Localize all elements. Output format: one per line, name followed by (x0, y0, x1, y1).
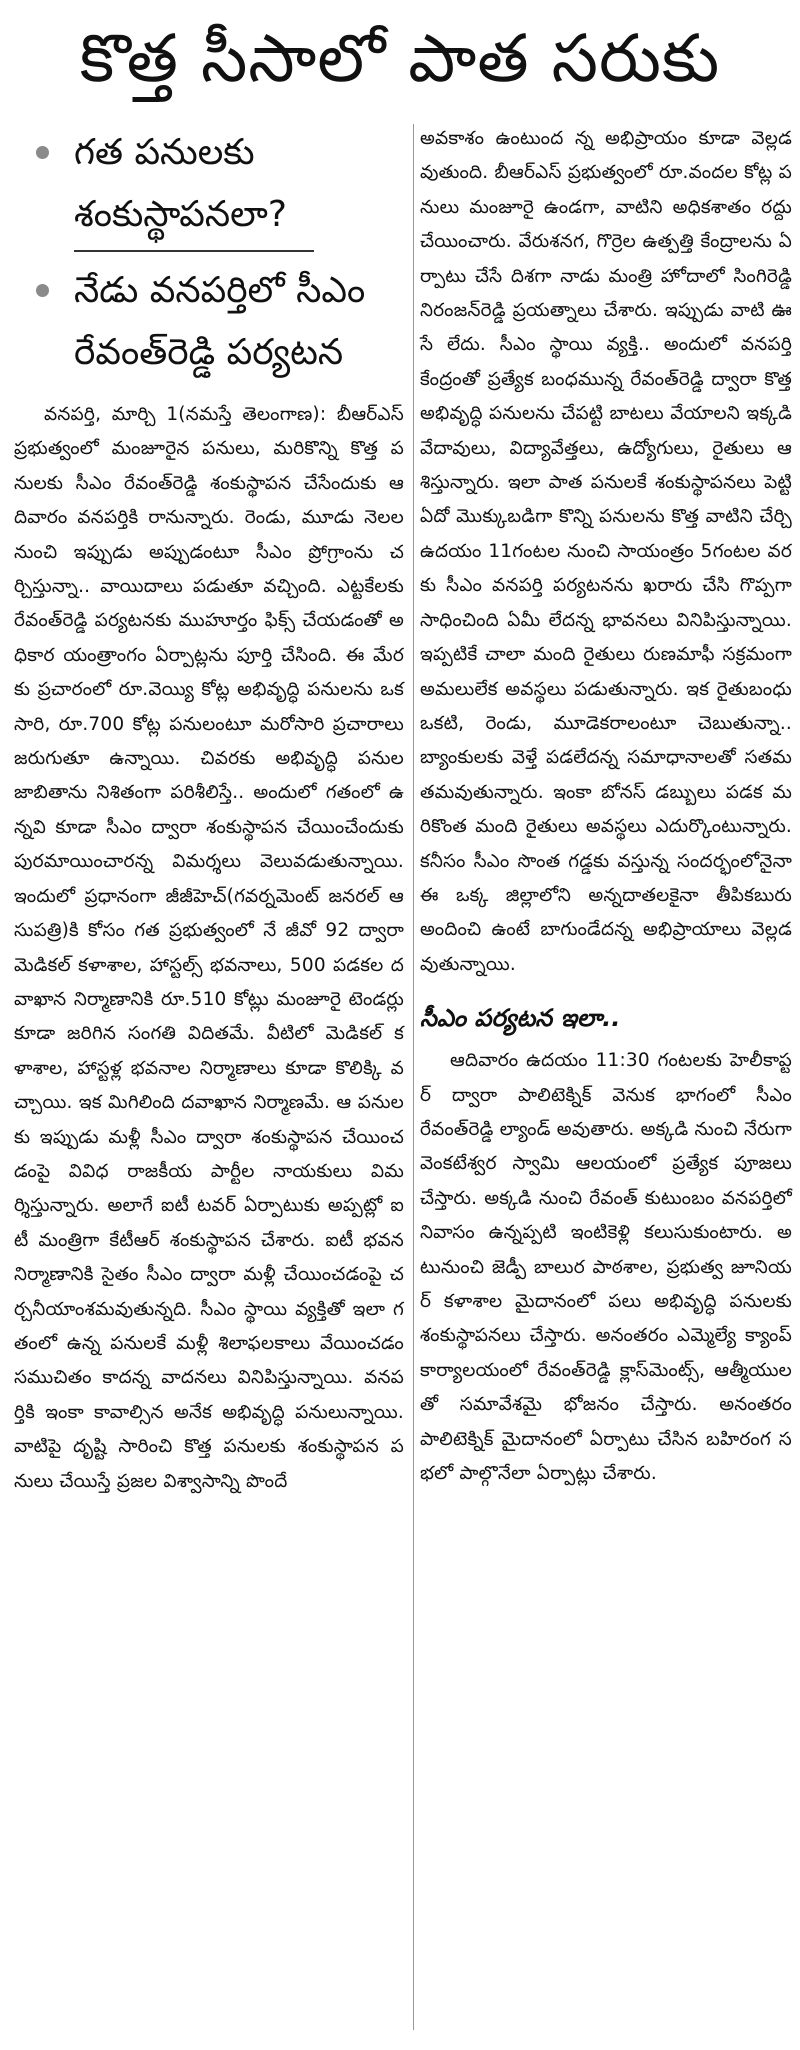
article-headline: కొత్త సీసాలో పాత సరుకు (79, 20, 721, 97)
left-column (14, 122, 404, 1499)
deck-bullet-2-line-2: రేవంత్‌రెడ్డి పర్యటన (74, 332, 344, 373)
schedule-body: ఆదివారం ఉదయం 11:30 గంటలకు హెలీకాప్టర్ ద్వారా పాలిటెక్నిక్ వెనుక భాగంలో సీఎం రేవంత్‌రెడ్డి ల్యాండ్ అవుతారు. అక్కడి నుంచి నేరుగా వెంకటేశ్వర స్వామి ఆలయంలో ప్రత్యేక పూజలు చేస్తారు. అక్కడి నుంచి రేవంత్ కుటుంబం వనపర్తిలో నివాసం ఉన్నప్పటి ఇంటికెళ్లి కలుసుకుంటారు. అటునుంచి జెడ్పీ బాలుర పాఠశాల, ప్రభుత్వ జూనియర్ కళాశాల మైదానంలో పలు అభివృద్ధి పనులకు శంకుస్థాపనలు చేస్తారు. అనంతరం ఎమ్మెల్యే క్యాంప్ కార్యాలయంలో రేవంత్‌రెడ్డి క్లాస్‌మెంట్స్, ఆత్మీయులతో సమావేశమై భోజనం చేస్తారు. అనంతరం పాలిటెక్నిక్ మైదానంలో ఏర్పాటు చేసిన బహిరంగ సభలో పాల్గొనేలా ఏర్పాట్లు చేశారు. (420, 1050, 792, 1485)
deck-separator (74, 250, 314, 252)
bullet-dot-icon (36, 146, 49, 159)
article-body-right: అవకాశం ఉంటుంద న్న అభిప్రాయం కూడా వెల్లడవుతుంది. బీఆర్‌ఎస్ ప్రభుత్వంలో రూ.వందల కోట్ల పనులు మంజూరై ఉండగా, వాటిని అధికశాతం రద్దు చేయించారు. వేరుశనగ, గొర్రెల ఉత్పత్తి కేంద్రాలను ఏర్పాటు చేసే దిశగా నాడు మంత్రి హోదాలో సింగిరెడ్డి నిరంజన్‌రెడ్డి ప్రయత్నాలు చేశారు. ఇప్పుడు వాటి ఊసే లేదు. సీఎం స్థాయి వ్యక్తి.. అందులో వనపర్తి కేంద్రంతో ప్రత్యేక బంధమున్న రేవంత్‌రెడ్డి ద్వారా కొత్త అభివృద్ధి పనులను చేపట్టి బాటలు వేయాలని ఇక్కడి వేదావులు, విద్యావేత్తలు, ఉద్యోగులు, రైతులు ఆశిస్తున్నారు. ఇలా పాత పనులకే శంకుస్థాపనలు పెట్టి ఏదో మొక్కుబడిగా కొన్ని పనులను కొత్త వాటిని చేర్చి ఉదయం 11గంటల నుంచి సాయంత్రం 5గంటల వరకు సీఎం వనపర్తి పర్యటనను ఖరారు చేసి గొప్పగా సాధించింది ఏమీ లేదన్న భావనలు వినిపిస్తున్నాయి. ఇప్పటికే చాలా మంది రైతులు రుణమాఫీ సక్రమంగా అమలులేక అవస్థలు పడుతున్నారు. ఇక రైతుబంధు ఒకటి, రెండు, మూడెకరాలంటూ చెబుతున్నా.. బ్యాంకులకు వెళ్తే పడలేదన్న సమాధానాలతో సతమతమవుతున్నారు. ఇంకా బోనస్ డబ్బులు పడక మరికొంత మంది రైతులు అవస్థలు ఎదుర్కొంటున్నారు. కనీసం సీఎం సొంత గడ్డకు వస్తున్న సందర్భంలోనైనా ఈ ఒక్క జిల్లాలోని అన్నదాతలకైనా తీపికబురు అందించి ఉంటే బాగుండేదన్న అభిప్రాయాలు వెల్లడవుతున్నాయి. (420, 128, 792, 975)
deck-bullet-2 (14, 260, 404, 384)
deck-bullet-1-line-2: శంకుస్థాపనలా? (74, 194, 287, 235)
schedule-subheading: సీఎం పర్యటన ఇలా.. (420, 1004, 621, 1033)
bullet-dot-icon (36, 284, 49, 297)
right-column (420, 122, 792, 1491)
column-divider (413, 124, 414, 2030)
deck-bullet-1 (14, 122, 404, 246)
deck-bullet-1-line-1: గత పనులకు (74, 132, 255, 173)
article-body-left: వనపర్తి, మార్చి 1(నమస్తే తెలంగాణ): బీఆర్‌ఎస్ ప్రభుత్వంలో మంజూరైన పనులు, మరికొన్ని కొత్త పనులకు సీఎం రేవంత్‌రెడ్డి శంకుస్థాపన చేసేందుకు ఆదివారం వనపర్తికి రానున్నారు. రెండు, మూడు నెలల నుంచి ఇప్పుడు అప్పుడంటూ సీఎం ప్రోగ్రాంను చర్చిస్తున్నా.. వాయిదాలు పడుతూ వచ్చింది. ఎట్టకేలకు రేవంత్‌రెడ్డి పర్యటనకు ముహూర్తం ఫిక్స్ చేయడంతో అధికార యంత్రాంగం ఏర్పాట్లను పూర్తి చేసింది. ఈ మేరకు ప్రచారంలో రూ.వెయ్యి కోట్ల అభివృద్ధి పనులను ఒకసారి, రూ.700 కోట్ల పనులంటూ మరోసారి ప్రచారాలు జరుగుతూ ఉన్నాయి. చివరకు అభివృద్ధి పనుల జాబితాను నిశితంగా పరిశీలిస్తే.. అందులో గతంలో ఉన్నవి కూడా సీఎం ద్వారా శంకుస్థాపన చేయించేందుకు పురమాయించారన్న విమర్శలు వెలువడుతున్నాయి. ఇందులో ప్రధానంగా జీజీహెచ్(గవర్నమెంట్ జనరల్ ఆసుపత్రి)కి కోసం గత ప్రభుత్వంలో నే జీవో 92 ద్వారా మెడికల్ కళాశాల, హాస్టల్స్ భవనాలు, 500 పడకల దవాఖాన నిర్మాణానికి రూ.510 కోట్లు మంజూరై టెండర్లు కూడా జరిగిన సంగతి విదితమే. వీటిలో మెడికల్ కళాశాల, హాస్టళ్ల భవనాల నిర్మాణాలు కూడా కొలిక్కి వచ్చాయి. ఇక మిగిలింది దవాఖాన నిర్మాణమే. ఆ పనులకు ఇప్పుడు మళ్లీ సీఎం ద్వారా శంకుస్థాపన చేయించడంపై వివిధ రాజకీయ పార్టీల నాయకులు విమర్శిస్తున్నారు. అలాగే ఐటీ టవర్ ఏర్పాటుకు అప్పట్లో ఐటీ మంత్రిగా కేటీఆర్ శంకుస్థాపన చేశారు. ఐటీ భవన నిర్మాణానికి సైతం సీఎం ద్వారా మళ్లీ చేయించడంపై చర్చనీయాంశమవుతున్నది. సీఎం స్థాయి వ్యక్తితో ఇలా గతంలో ఉన్న పనులకే మళ్లీ శిలాఫలకాలు వేయించడం సముచితం కాదన్న వాదనలు వినిపిస్తున్నాయి. వనపర్తికి ఇంకా కావాల్సిన అనేక అభివృద్ధి పనులున్నాయి. వాటిపై దృష్టి సారించి కొత్త పనులకు శంకుస్థాపన పనులు చేయిస్తే ప్రజల విశ్వాసాన్ని పొందే (14, 404, 404, 1492)
deck-bullet-2-line-1: నేడు వనపర్తిలో సీఎం (74, 270, 366, 311)
